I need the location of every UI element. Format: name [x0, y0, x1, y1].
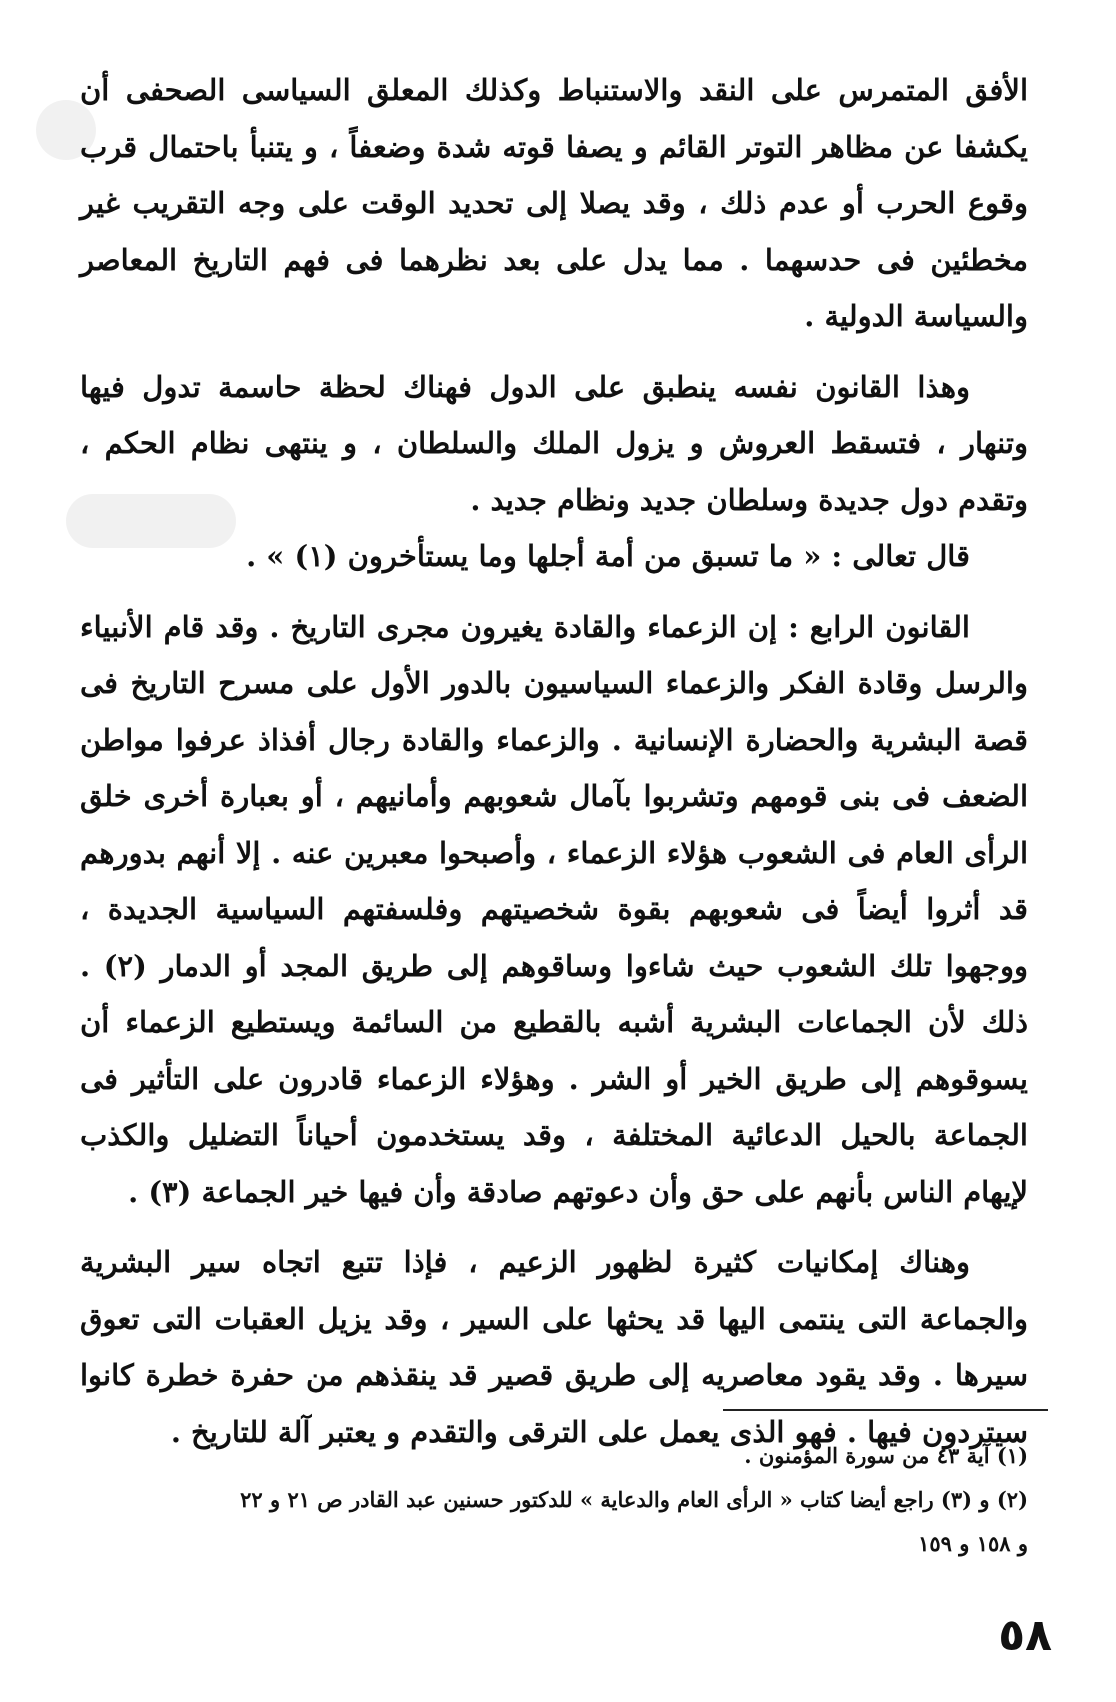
body-text	[80, 62, 1028, 1460]
paragraph: وهناك إمكانيات كثيرة لظهور الزعيم ، فإذا تتبع اتجاه سير البشرية والجماعة التى ينتمى اليها قد يحثها على السير ، وقد يزيل العقبات التى تعوق سيرها . وقد يقود معاصريه إلى طريق قصير قد ينقذهم من حفرة خطرة كانوا سيتردون فيها . فهو الذى يعمل على الترقى والتقدم و يعتبر آلة للتاريخ .	[80, 1245, 1028, 1449]
footnote: (٢) و (٣) راجع أيضا كتاب « الرأى العام والدعاية » للدكتور حسنين عبد القادر ص ٢١ و ٢٢	[240, 1487, 1028, 1512]
paragraph: الأفق المتمرس على النقد والاستنباط وكذلك المعلق السياسى الصحفى أن يكشفا عن مظاهر التوتر القائم و يصفا قوته شدة وضعفاً ، و يتنبأ باحتمال قرب وقوع الحرب أو عدم ذلك ، وقد يصلا إلى تحديد الوقت على وجه التقريب غير مخطئين فى حدسهما . مما يدل على بعد نظرهما فى فهم التاريخ المعاصر والسياسة الدولية .	[80, 73, 1028, 333]
footnote: (١) آية ٤٣ من سورة المؤمنون .	[744, 1443, 1028, 1468]
footnote-continuation: و ١٥٨ و ١٥٩	[918, 1531, 1028, 1556]
paragraph: القانون الرابع : إن الزعماء والقادة يغيرون مجرى التاريخ . وقد قام الأنبياء والرسل وقادة الفكر والزعماء السياسيون بالدور الأول على مسرح التاريخ فى قصة البشرية والحضارة الإنسانية . والزعماء والقادة رجال أفذاذ عرفوا مواطن الضعف فى بنى قومهم وتشربوا بآمال شعوبهم وأمانيهم ، أو بعبارة أخرى خلق الرأى العام فى الشعوب هؤلاء الزعماء ، وأصبحوا معبرين عنه . إلا أنهم بدورهم قد أثروا أيضاً فى شعوبهم بقوة شخصيتهم وفلسفتهم السياسية الجديدة ، ووجهوا تلك الشعوب حيث شاءوا وساقوهم إلى طريق المجد أو الدمار (٢) . ذلك لأن الجماعات البشرية أشبه بالقطيع من السائمة ويستطيع الزعماء أن يسوقوهم إلى طريق الخير أو الشر . وهؤلاء الزعماء قادرون على التأثير فى الجماعة بالحيل الدعائية المختلفة ، وقد يستخدمون أحياناً التضليل والكذب لإيهام الناس بأنهم على حق وأن دعوتهم صادقة وأن فيها خير الجماعة (٣) .	[80, 609, 1028, 1209]
footnote-separator	[723, 1409, 1048, 1411]
footnotes	[80, 1434, 1028, 1566]
paragraph: وهذا القانون نفسه ينطبق على الدول فهناك لحظة حاسمة تدول فيها وتنهار ، فتسقط العروش و يزول الملك والسلطان ، و ينتهى نظام الحكم ، وتقدم دول جديدة وسلطان جديد ونظام جديد .	[80, 369, 1028, 517]
quran-quote: قال تعالى : « ما تسبق من أمة أجلها وما يستأخرون (١) » .	[246, 539, 970, 573]
page-number: ٥٨	[998, 1610, 1052, 1661]
